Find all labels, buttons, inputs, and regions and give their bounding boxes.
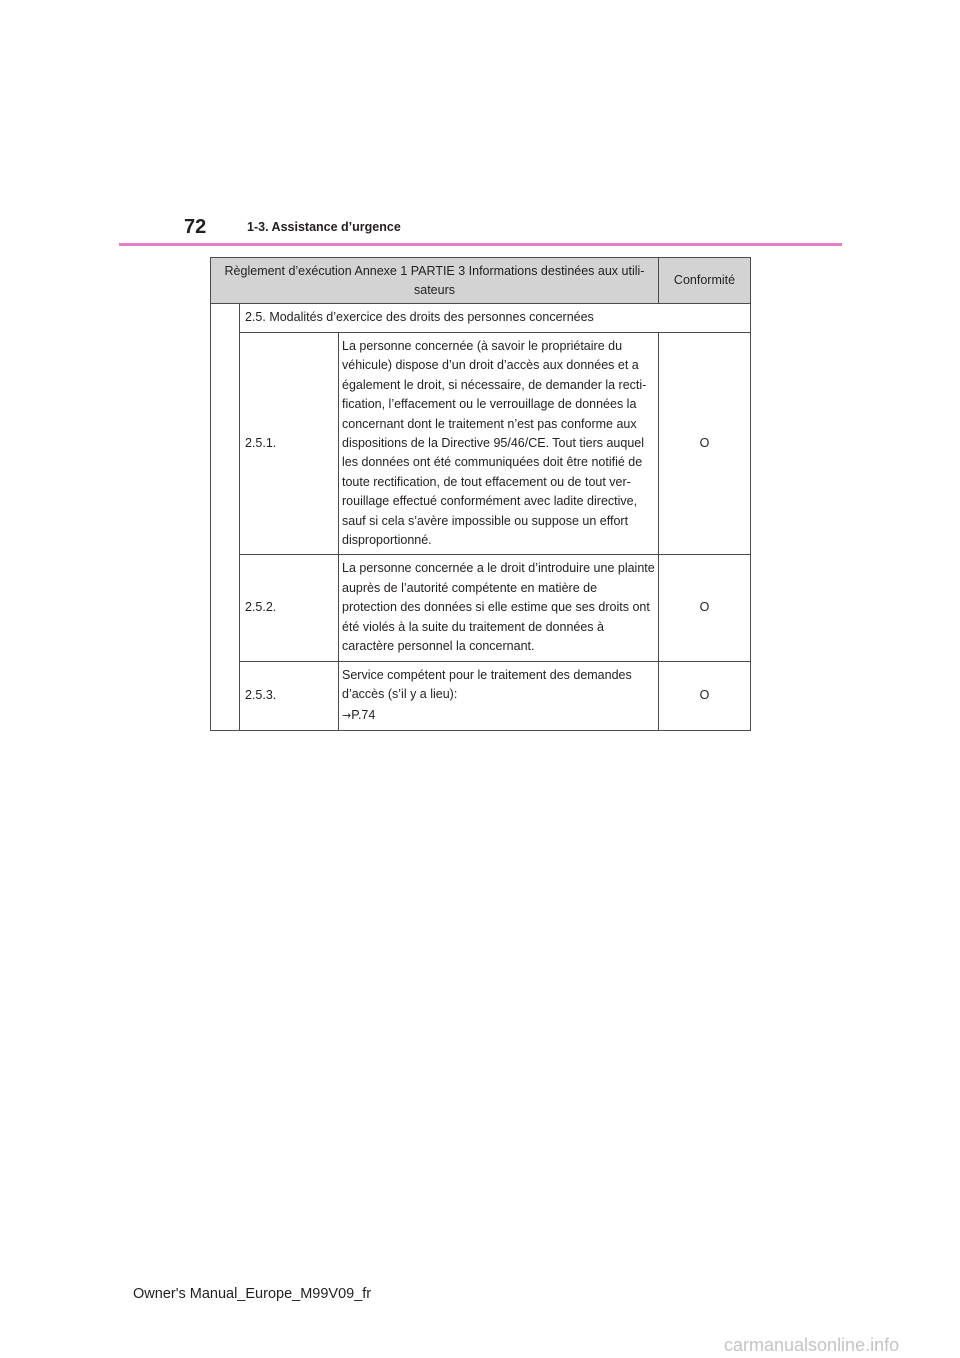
clause-text: La personne concernée a le droit d’introduire une plainte auprès de l’autorité compétente en matière de protection des données si elle estime que ses droits ont été violés à la suite du traitement de données à caractère personnel la concernant.	[339, 555, 659, 661]
conformity-column-header: Conformité	[659, 258, 751, 304]
subsection-row	[211, 304, 751, 333]
table-row	[211, 661, 751, 730]
conformity-value: O	[659, 555, 751, 661]
clause-number: 2.5.2.	[240, 555, 339, 661]
manual-footer: Owner's Manual_Europe_M99V09_fr	[133, 1286, 372, 1302]
indent-cell	[211, 304, 240, 731]
page-number: 72	[184, 216, 207, 238]
clause-cell	[339, 661, 659, 730]
watermark: carmanualsonline.info	[724, 1335, 900, 1355]
header-divider	[119, 243, 842, 246]
clause-number: 2.5.3.	[240, 661, 339, 730]
arrow-right-icon: →	[342, 709, 352, 723]
conformity-value: O	[659, 333, 751, 555]
clause-text: Service compétent pour le traitement des demandes d’accès (s’il y a lieu):	[342, 667, 632, 701]
page-reference[interactable]	[342, 706, 655, 725]
clause-text: La personne concernée (à savoir le propriétaire du véhicule) dispose d’un droit d’accès aux données et a également le droit, si nécessaire, de demander la recti-fication, l’effacement ou le verrouillage de données la concernant dont le traitement n’est pas conforme aux dispositions de la Directive 95/46/CE. Tout tiers auquel les données ont été communiquées doit être notifié de toute rectification, de tout effacement ou de tout ver-rouillage effectué conformément avec ladite directive, sauf si cela s’avère impossible ou suppose un effort disproportionné.	[339, 333, 659, 555]
subsection-title: 2.5. Modalités d’exercice des droits des personnes concernées	[240, 304, 751, 333]
regulation-column-header: Règlement d’exécution Annexe 1 PARTIE 3 Informations destinées aux utili-sateurs	[211, 258, 659, 304]
table-row	[211, 555, 751, 661]
clause-number: 2.5.1.	[240, 333, 339, 555]
table-header-row	[211, 258, 751, 304]
conformity-value: O	[659, 661, 751, 730]
section-title: 1-3. Assistance d’urgence	[247, 220, 401, 234]
regulation-table	[210, 257, 751, 731]
table-row	[211, 333, 751, 555]
page-reference-text: P.74	[351, 708, 376, 723]
